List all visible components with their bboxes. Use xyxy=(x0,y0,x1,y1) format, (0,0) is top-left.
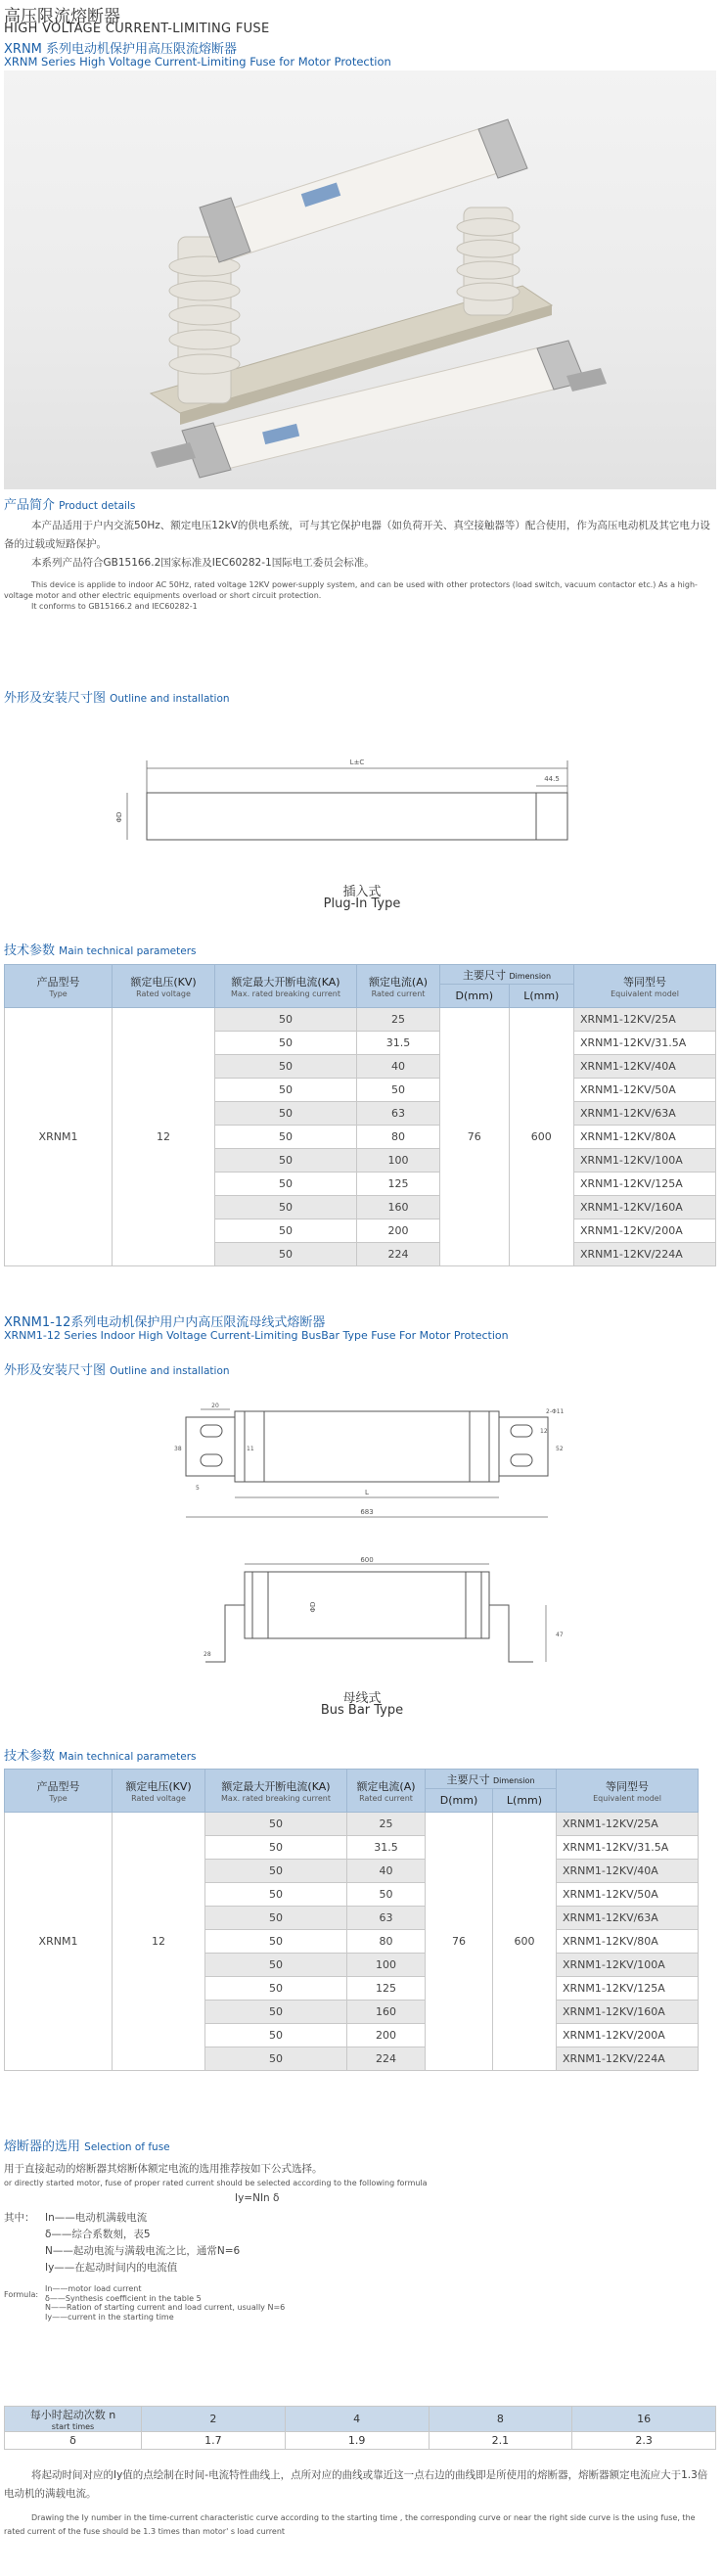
fuse-illustration xyxy=(4,70,716,489)
th-type: 产品型号 Type xyxy=(5,965,113,1008)
breaking-cell: 50 xyxy=(205,1860,347,1883)
spec-table-1 xyxy=(4,964,716,1266)
selection-heading-zh: 熔断器的选用 xyxy=(4,2139,81,2154)
product-details-heading xyxy=(4,494,135,513)
busbar-caption-en: Bus Bar Type xyxy=(320,1703,404,1718)
delta-label: δ xyxy=(5,2432,142,2450)
breaking-cell: 50 xyxy=(215,1196,357,1219)
breaking-cell: 50 xyxy=(215,1219,357,1243)
table-voltage-cell: 12 xyxy=(113,1008,215,1266)
breaking-cell: 50 xyxy=(205,2024,347,2047)
breaking-cell: 50 xyxy=(215,1173,357,1196)
breaking-cell: 50 xyxy=(205,1883,347,1907)
selection-intro-zh: 用于直接起动的熔断器其熔断体额定电流的选用推荐按如下公式选择。 xyxy=(4,2163,323,2175)
equiv-cell: XRNM1-12KV/224A xyxy=(557,2047,699,2071)
current-cell: 80 xyxy=(347,1930,426,1954)
th-l: L(mm) xyxy=(509,985,573,1008)
current-cell: 125 xyxy=(357,1173,440,1196)
th-current: 额定电流(A) Rated current xyxy=(357,965,440,1008)
dim-28: 28 xyxy=(204,1651,211,1658)
dim-2phi11: 2-Φ11 xyxy=(546,1408,565,1415)
start-count-3: 16 xyxy=(572,2407,716,2432)
breaking-cell: 50 xyxy=(215,1102,357,1126)
delta-1: 1.9 xyxy=(285,2432,429,2450)
selection-note-zh: 将起动时间对应的Iy值的点绘制在时间-电流特性曲线上，点所对应的曲线或靠近这一点右边的曲线即是所使用的熔断器，熔断器额定电流应大于1.3倍电动机的满载电流。 xyxy=(4,2469,708,2500)
breaking-cell: 50 xyxy=(205,1930,347,1954)
current-cell: 63 xyxy=(357,1102,440,1126)
dim-600: 600 xyxy=(360,1556,374,1564)
breaking-cell: 50 xyxy=(215,1079,357,1102)
th-voltage: 额定电压(KV) Rated voltage xyxy=(113,965,215,1008)
spec-table-2 xyxy=(4,1769,699,2071)
th2-d: D(mm) xyxy=(426,1789,493,1813)
dim-5: 5 xyxy=(196,1485,200,1492)
def-en-3: Iy——current in the starting time xyxy=(45,2312,174,2322)
series-title-zh: XRNM 系列电动机保护用高压限流熔断器 xyxy=(4,42,238,57)
equiv-cell: XRNM1-12KV/80A xyxy=(557,1930,699,1954)
dim-le: L±C xyxy=(349,759,365,766)
equiv-cell: XRNM1-12KV/80A xyxy=(574,1126,716,1149)
breaking-cell: 50 xyxy=(205,1813,347,1836)
outline2-heading-en: Outline and installation xyxy=(110,1365,230,1377)
busbar-side-drawing xyxy=(196,1554,587,1677)
th2-equiv: 等同型号 Equivalent model xyxy=(557,1770,699,1813)
formula-label: Formula: xyxy=(4,2290,39,2299)
page-subtitle: HIGH VOLTAGE CURRENT-LIMITING FUSE xyxy=(4,22,270,36)
plug-in-caption-en: Plug-In Type xyxy=(323,897,401,911)
current-cell: 25 xyxy=(357,1008,440,1032)
equiv-cell: XRNM1-12KV/25A xyxy=(574,1008,716,1032)
th2-dimension: 主要尺寸 Dimension xyxy=(426,1770,557,1789)
selection-formula: Iy=NIn δ xyxy=(235,2192,280,2204)
def-zh-0: In——电动机满载电流 xyxy=(45,2212,148,2224)
plug-in-caption-zh: 插入式 xyxy=(342,885,382,899)
current-cell: 224 xyxy=(357,1243,440,1266)
product-details-para1: 本产品适用于户内交流50Hz、额定电压12kV的供电系统，可与其它保护电器（如负荷开关、真空接触器等）配合使用，作为高压电动机及其它电力设备的过载或短路保护。 xyxy=(4,520,710,550)
equiv-cell: XRNM1-12KV/160A xyxy=(557,2001,699,2024)
dim-47: 47 xyxy=(556,1632,564,1638)
equiv-cell: XRNM1-12KV/224A xyxy=(574,1243,716,1266)
equiv-cell: XRNM1-12KV/63A xyxy=(574,1102,716,1126)
where-label: 其中： xyxy=(4,2212,35,2224)
current-cell: 160 xyxy=(347,2001,426,2024)
breaking-cell: 50 xyxy=(215,1243,357,1266)
outline1-heading-zh: 外形及安装尺寸图 xyxy=(4,691,107,706)
equiv-cell: XRNM1-12KV/125A xyxy=(574,1173,716,1196)
breaking-cell: 50 xyxy=(215,1008,357,1032)
def-zh-3: Iy——在起动时间内的电流值 xyxy=(45,2262,178,2274)
current-cell: 200 xyxy=(347,2024,426,2047)
product-details-para2: 本系列产品符合GB15166.2国家标准及IEC60282-1国际电工委员会标准。 xyxy=(31,557,375,569)
def-zh-2: N——起动电流与满载电流之比，通常N=6 xyxy=(45,2245,241,2257)
breaking-cell: 50 xyxy=(205,2001,347,2024)
busbar-top-drawing xyxy=(147,1400,577,1546)
equiv-cell: XRNM1-12KV/100A xyxy=(574,1149,716,1173)
start-times-table xyxy=(4,2406,716,2450)
current-cell: 80 xyxy=(357,1126,440,1149)
dim-12: 12 xyxy=(540,1428,548,1435)
start-count-2: 8 xyxy=(429,2407,572,2432)
outline1-heading-en: Outline and installation xyxy=(110,693,230,705)
table-d-cell: 76 xyxy=(440,1008,510,1266)
selection-heading xyxy=(4,2136,170,2154)
selection-heading-en: Selection of fuse xyxy=(84,2141,170,2153)
table1-heading-en: Main technical parameters xyxy=(59,945,197,957)
start-label: 每小时起动次数 n start times xyxy=(5,2407,142,2432)
def-en-0: In——motor load current xyxy=(45,2284,142,2293)
breaking-cell: 50 xyxy=(215,1149,357,1173)
start-count-1: 4 xyxy=(285,2407,429,2432)
current-cell: 125 xyxy=(347,1977,426,2001)
table2-heading-zh: 技术参数 xyxy=(4,1749,56,1764)
equiv-cell: XRNM1-12KV/200A xyxy=(574,1219,716,1243)
delta-0: 1.7 xyxy=(142,2432,286,2450)
busbar-caption-zh: 母线式 xyxy=(342,1691,382,1706)
th2-l: L(mm) xyxy=(493,1789,557,1813)
dim-l2: L xyxy=(365,1489,369,1496)
current-cell: 40 xyxy=(347,1860,426,1883)
equiv-cell: XRNM1-12KV/50A xyxy=(574,1079,716,1102)
dim-44: 44.5 xyxy=(544,775,560,783)
breaking-cell: 50 xyxy=(205,1977,347,2001)
table2-heading xyxy=(4,1745,197,1764)
dim-52: 52 xyxy=(556,1446,564,1452)
start-count-0: 2 xyxy=(142,2407,286,2432)
dim-38: 38 xyxy=(174,1446,182,1452)
table1-heading xyxy=(4,940,197,958)
selection-intro-en: or directly started motor, fuse of proper rated current should be selected according to the following formula xyxy=(4,2179,428,2187)
product-details-para1-en: This device is applide to indoor AC 50Hz, rated voltage 12KV power-supply system, and can be used with other protectors (load switch, vacuum contactor etc.) As a high-voltage motor and other electric equipments overload or short circuit protection. xyxy=(4,580,698,600)
th-dimension: 主要尺寸 Dimension xyxy=(440,965,574,985)
current-cell: 50 xyxy=(357,1079,440,1102)
plug-in-drawing xyxy=(98,749,626,856)
outline2-heading-zh: 外形及安装尺寸图 xyxy=(4,1363,107,1378)
equiv-cell: XRNM1-12KV/200A xyxy=(557,2024,699,2047)
equiv-cell: XRNM1-12KV/25A xyxy=(557,1813,699,1836)
defs-zh xyxy=(45,2210,240,2277)
th-breaking: 额定最大开断电流(KA) Max. rated breaking current xyxy=(215,965,357,1008)
def-en-2: N——Ration of starting current and load current, usually N=6 xyxy=(45,2303,286,2312)
equiv-cell: XRNM1-12KV/40A xyxy=(557,1860,699,1883)
current-cell: 31.5 xyxy=(347,1836,426,1860)
current-cell: 63 xyxy=(347,1907,426,1930)
current-cell: 31.5 xyxy=(357,1032,440,1055)
th2-voltage: 额定电压(KV) Rated voltage xyxy=(113,1770,205,1813)
equiv-cell: XRNM1-12KV/125A xyxy=(557,1977,699,2001)
table-voltage-cell: 12 xyxy=(113,1813,205,2071)
th2-type: 产品型号 Type xyxy=(5,1770,113,1813)
equiv-cell: XRNM1-12KV/31.5A xyxy=(574,1032,716,1055)
current-cell: 25 xyxy=(347,1813,426,1836)
breaking-cell: 50 xyxy=(215,1032,357,1055)
current-cell: 40 xyxy=(357,1055,440,1079)
outline2-heading xyxy=(4,1359,230,1378)
equiv-cell: XRNM1-12KV/63A xyxy=(557,1907,699,1930)
equiv-cell: XRNM1-12KV/160A xyxy=(574,1196,716,1219)
series-title-en: XRNM Series High Voltage Current-Limiting Fuse for Motor Protection xyxy=(4,55,391,69)
product-details-heading-en: Product details xyxy=(59,500,136,512)
breaking-cell: 50 xyxy=(215,1126,357,1149)
table-row xyxy=(5,1008,716,1032)
th-equiv: 等同型号 Equivalent model xyxy=(574,965,716,1008)
selection-note-en: Drawing the Iy number in the time-current characteristic curve according to the starting time , the corresponding curve or near the right side curve is the using fuse, the rated current of the fuse should be 1.3 times than motor' s load current xyxy=(4,2513,696,2536)
product-details-heading-zh: 产品简介 xyxy=(4,498,56,513)
equiv-cell: XRNM1-12KV/40A xyxy=(574,1055,716,1079)
defs-en xyxy=(45,2284,285,2322)
table-d-cell: 76 xyxy=(426,1813,493,2071)
series2-title-en: XRNM1-12 Series Indoor High Voltage Current-Limiting BusBar Type Fuse For Motor Protection xyxy=(4,1329,509,1342)
breaking-cell: 50 xyxy=(215,1055,357,1079)
dim-d: ΦD xyxy=(115,811,123,823)
dim-20: 20 xyxy=(211,1403,219,1409)
breaking-cell: 50 xyxy=(205,1954,347,1977)
breaking-cell: 50 xyxy=(205,2047,347,2071)
current-cell: 100 xyxy=(347,1954,426,1977)
current-cell: 160 xyxy=(357,1196,440,1219)
th2-current: 额定电流(A) Rated current xyxy=(347,1770,426,1813)
table-l-cell: 600 xyxy=(493,1813,557,2071)
dim-683: 683 xyxy=(360,1508,374,1516)
dim-11: 11 xyxy=(247,1446,254,1452)
dim-phid2: ΦD xyxy=(309,1601,317,1613)
table-type-cell: XRNM1 xyxy=(5,1813,113,2071)
equiv-cell: XRNM1-12KV/50A xyxy=(557,1883,699,1907)
current-cell: 224 xyxy=(347,2047,426,2071)
table-row xyxy=(5,1813,699,1836)
table-type-cell: XRNM1 xyxy=(5,1008,113,1266)
delta-2: 2.1 xyxy=(429,2432,572,2450)
outline1-heading xyxy=(4,687,230,706)
breaking-cell: 50 xyxy=(205,1836,347,1860)
table1-heading-zh: 技术参数 xyxy=(4,943,56,958)
current-cell: 200 xyxy=(357,1219,440,1243)
def-zh-1: δ——综合系数刻，表5 xyxy=(45,2229,151,2240)
product-photo xyxy=(4,70,716,489)
th-d: D(mm) xyxy=(440,985,510,1008)
table-l-cell: 600 xyxy=(509,1008,573,1266)
def-en-1: δ——Synthesis coefficient in the table 5 xyxy=(45,2293,202,2303)
equiv-cell: XRNM1-12KV/31.5A xyxy=(557,1836,699,1860)
current-cell: 100 xyxy=(357,1149,440,1173)
current-cell: 50 xyxy=(347,1883,426,1907)
series2-title-zh: XRNM1-12系列电动机保护用户内高压限流母线式熔断器 xyxy=(4,1315,326,1330)
table2-heading-en: Main technical parameters xyxy=(59,1751,197,1763)
delta-3: 2.3 xyxy=(572,2432,716,2450)
th2-breaking: 额定最大开断电流(KA) Max. rated breaking current xyxy=(205,1770,347,1813)
page-title: 高压限流熔断器 xyxy=(4,7,120,26)
product-details-para2-en: It conforms to GB15166.2 and IEC60282-1 xyxy=(31,602,198,611)
equiv-cell: XRNM1-12KV/100A xyxy=(557,1954,699,1977)
breaking-cell: 50 xyxy=(205,1907,347,1930)
